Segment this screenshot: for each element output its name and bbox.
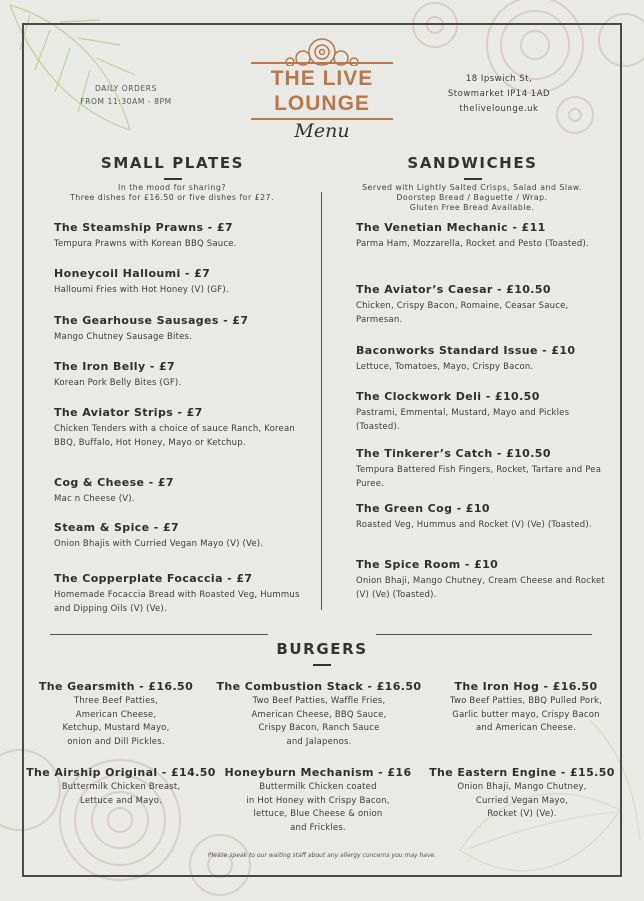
item-name: The Airship Original - £14.50 <box>26 766 216 779</box>
menu-item <box>54 221 316 252</box>
desc-line: Onion Bhaji, Mango Chutney, <box>457 782 587 792</box>
menu-item <box>356 558 616 602</box>
desc-line: Lettuce and Mayo. <box>80 795 162 806</box>
desc-line: onion and Dill Pickles. <box>67 736 165 747</box>
sandwiches-intro <box>330 183 614 213</box>
desc-line: and Jalapenos. <box>286 736 352 747</box>
burger-item <box>436 680 616 736</box>
item-description: Onion Bhajis with Curried Vegan Mayo (V) (Ve). <box>54 539 264 549</box>
desc-line: Rocket (V) (Ve). <box>487 809 557 819</box>
item-name: The Tinkerer’s Catch - £10.50 <box>356 447 551 460</box>
item-description <box>436 695 616 736</box>
menu-item <box>54 314 316 345</box>
column-divider <box>321 192 322 610</box>
heading-rule <box>164 178 182 180</box>
menu-item <box>54 360 316 391</box>
burgers-rule-left <box>50 634 268 635</box>
desc-line: in Hot Honey with Crispy Bacon, <box>246 795 390 806</box>
item-description: Roasted Veg, Hummus and Rocket (V) (Ve) (Toasted). <box>356 520 592 530</box>
daily-orders-hours <box>70 82 182 108</box>
item-name: The Gearsmith - £16.50 <box>38 680 194 693</box>
logo-title-line2: LOUNGE <box>274 92 370 115</box>
intro-line: Three dishes for £16.50 or five dishes for £27. <box>70 193 274 202</box>
item-name: Cog & Cheese - £7 <box>54 476 174 489</box>
item-description: Onion Bhaji, Mango Chutney, Cream Cheese and Rocket (V) (Ve) (Toasted). <box>356 576 605 600</box>
item-name: Honeyburn Mechanism - £16 <box>224 766 412 779</box>
item-name: The Green Cog - £10 <box>356 502 490 515</box>
desc-line: Ketchup, Mustard Mayo, <box>62 723 170 733</box>
address-town: Stowmarket IP14 1AD <box>447 89 551 99</box>
desc-line: Two Beef Patties, BBQ Pulled Pork, <box>449 696 603 706</box>
hours-line: FROM 11:30AM - 8PM <box>80 97 172 106</box>
item-description: Chicken, Crispy Bacon, Romaine, Ceasar Sauce, Parmesan. <box>356 301 569 325</box>
item-name: The Steamship Prawns - £7 <box>54 221 233 234</box>
item-description: Pastrami, Emmental, Mustard, Mayo and Pickles (Toasted). <box>356 408 570 432</box>
heading-rule <box>464 178 482 180</box>
item-name: The Iron Belly - £7 <box>54 360 176 373</box>
intro-line: Served with Lightly Salted Crisps, Salad and Slaw. <box>362 183 582 192</box>
burger-item <box>30 680 202 749</box>
burger-item <box>424 766 620 822</box>
sandwiches-heading: SANDWICHES <box>407 154 538 172</box>
menu-item <box>356 390 616 434</box>
menu-item <box>356 502 606 533</box>
item-name: Honeycoil Halloumi - £7 <box>54 267 211 280</box>
hours-line: DAILY ORDERS <box>95 84 157 93</box>
intro-line: Gluten Free Bread Available. <box>409 203 535 212</box>
menu-item <box>356 447 616 491</box>
item-description <box>206 695 432 749</box>
small-plates-intro <box>40 183 304 203</box>
desc-line: American Cheese, BBQ Sauce, <box>251 709 387 720</box>
desc-line: Curried Vegan Mayo, <box>475 795 569 806</box>
item-name: The Venetian Mechanic - £11 <box>356 221 546 234</box>
logo-script-menu: Menu <box>294 120 350 142</box>
desc-line: Buttermilk Chicken coated <box>259 782 377 792</box>
item-description: Parma Ham, Mozzarella, Rocket and Pesto (Toasted). <box>356 239 589 249</box>
item-description: Mac n Cheese (V). <box>54 494 135 504</box>
item-description <box>424 781 620 822</box>
heading-rule <box>313 664 331 666</box>
burgers-rule-right <box>376 634 592 635</box>
menu-item <box>356 221 616 252</box>
desc-line: lettuce, Blue Cheese & onion <box>253 809 383 819</box>
desc-line: and Frickles. <box>290 822 346 833</box>
item-name: The Spice Room - £10 <box>356 558 499 571</box>
item-description <box>212 781 424 835</box>
desc-line: Crispy Bacon, Ranch Sauce <box>258 723 380 733</box>
desc-line: Buttermilk Chicken Breast, <box>61 782 181 792</box>
item-name: The Clockwork Deli - £10.50 <box>356 390 540 403</box>
item-description: Tempura Prawns with Korean BBQ Sauce. <box>54 239 237 249</box>
item-name: The Gearhouse Sausages - £7 <box>54 314 249 327</box>
item-description <box>26 781 216 808</box>
small-plates-heading: SMALL PLATES <box>100 154 245 172</box>
allergy-note: Please speak to our waiting staff about any allergy concerns you may have. <box>207 852 437 859</box>
menu-item <box>356 344 616 375</box>
burger-item <box>26 766 216 808</box>
item-description: Chicken Tenders with a choice of sauce Ranch, Korean BBQ, Buffalo, Hot Honey, Mayo or Ketchup. <box>54 424 295 448</box>
item-name: The Eastern Engine - £15.50 <box>429 766 615 779</box>
desc-line: Two Beef Patties, Waffle Fries, <box>252 696 386 706</box>
desc-line: and American Cheese. <box>476 723 576 733</box>
menu-item <box>54 476 316 507</box>
menu-item <box>54 521 316 552</box>
intro-line: Doorstep Bread / Baguette / Wrap. <box>396 193 548 202</box>
item-description: Mango Chutney Sausage Bites. <box>54 332 193 342</box>
address-street: 18 Ipswich St, <box>465 74 533 84</box>
item-description: Korean Pork Belly Bites (GF). <box>54 378 182 388</box>
burger-item <box>212 766 424 835</box>
item-description: Homemade Focaccia Bread with Roasted Veg, Hummus and Dipping Oils (V) (Ve). <box>54 590 300 614</box>
item-name: Baconworks Standard Issue - £10 <box>356 344 576 357</box>
burgers-heading: BURGERS <box>276 640 368 658</box>
item-name: The Aviator’s Caesar - £10.50 <box>356 283 551 296</box>
item-name: The Aviator Strips - £7 <box>54 406 203 419</box>
logo-title-line1: THE LIVE <box>270 67 374 90</box>
item-name: The Iron Hog - £16.50 <box>454 680 598 693</box>
menu-item <box>54 406 304 450</box>
desc-line: American Cheese, <box>75 709 157 720</box>
intro-line: In the mood for sharing? <box>118 183 226 192</box>
desc-line: Garlic butter mayo, Crispy Bacon <box>452 709 600 720</box>
item-name: The Combustion Stack - £16.50 <box>216 680 422 693</box>
item-name: Steam & Spice - £7 <box>54 521 180 534</box>
item-name: The Copperplate Focaccia - £7 <box>54 572 253 585</box>
address <box>438 72 560 117</box>
website-link[interactable]: thelivelounge.uk <box>459 104 539 114</box>
item-description: Tempura Battered Fish Fingers, Rocket, Tartare and Pea Puree. <box>356 465 602 489</box>
burger-item <box>206 680 432 749</box>
menu-item <box>54 267 316 298</box>
logo <box>251 36 393 154</box>
desc-line: Three Beef Patties, <box>73 696 159 706</box>
menu-item <box>356 283 616 327</box>
menu-item <box>54 572 316 616</box>
item-description <box>30 695 202 749</box>
item-description: Lettuce, Tomatoes, Mayo, Crispy Bacon. <box>356 362 534 372</box>
item-description: Halloumi Fries with Hot Honey (V) (GF). <box>54 285 229 295</box>
